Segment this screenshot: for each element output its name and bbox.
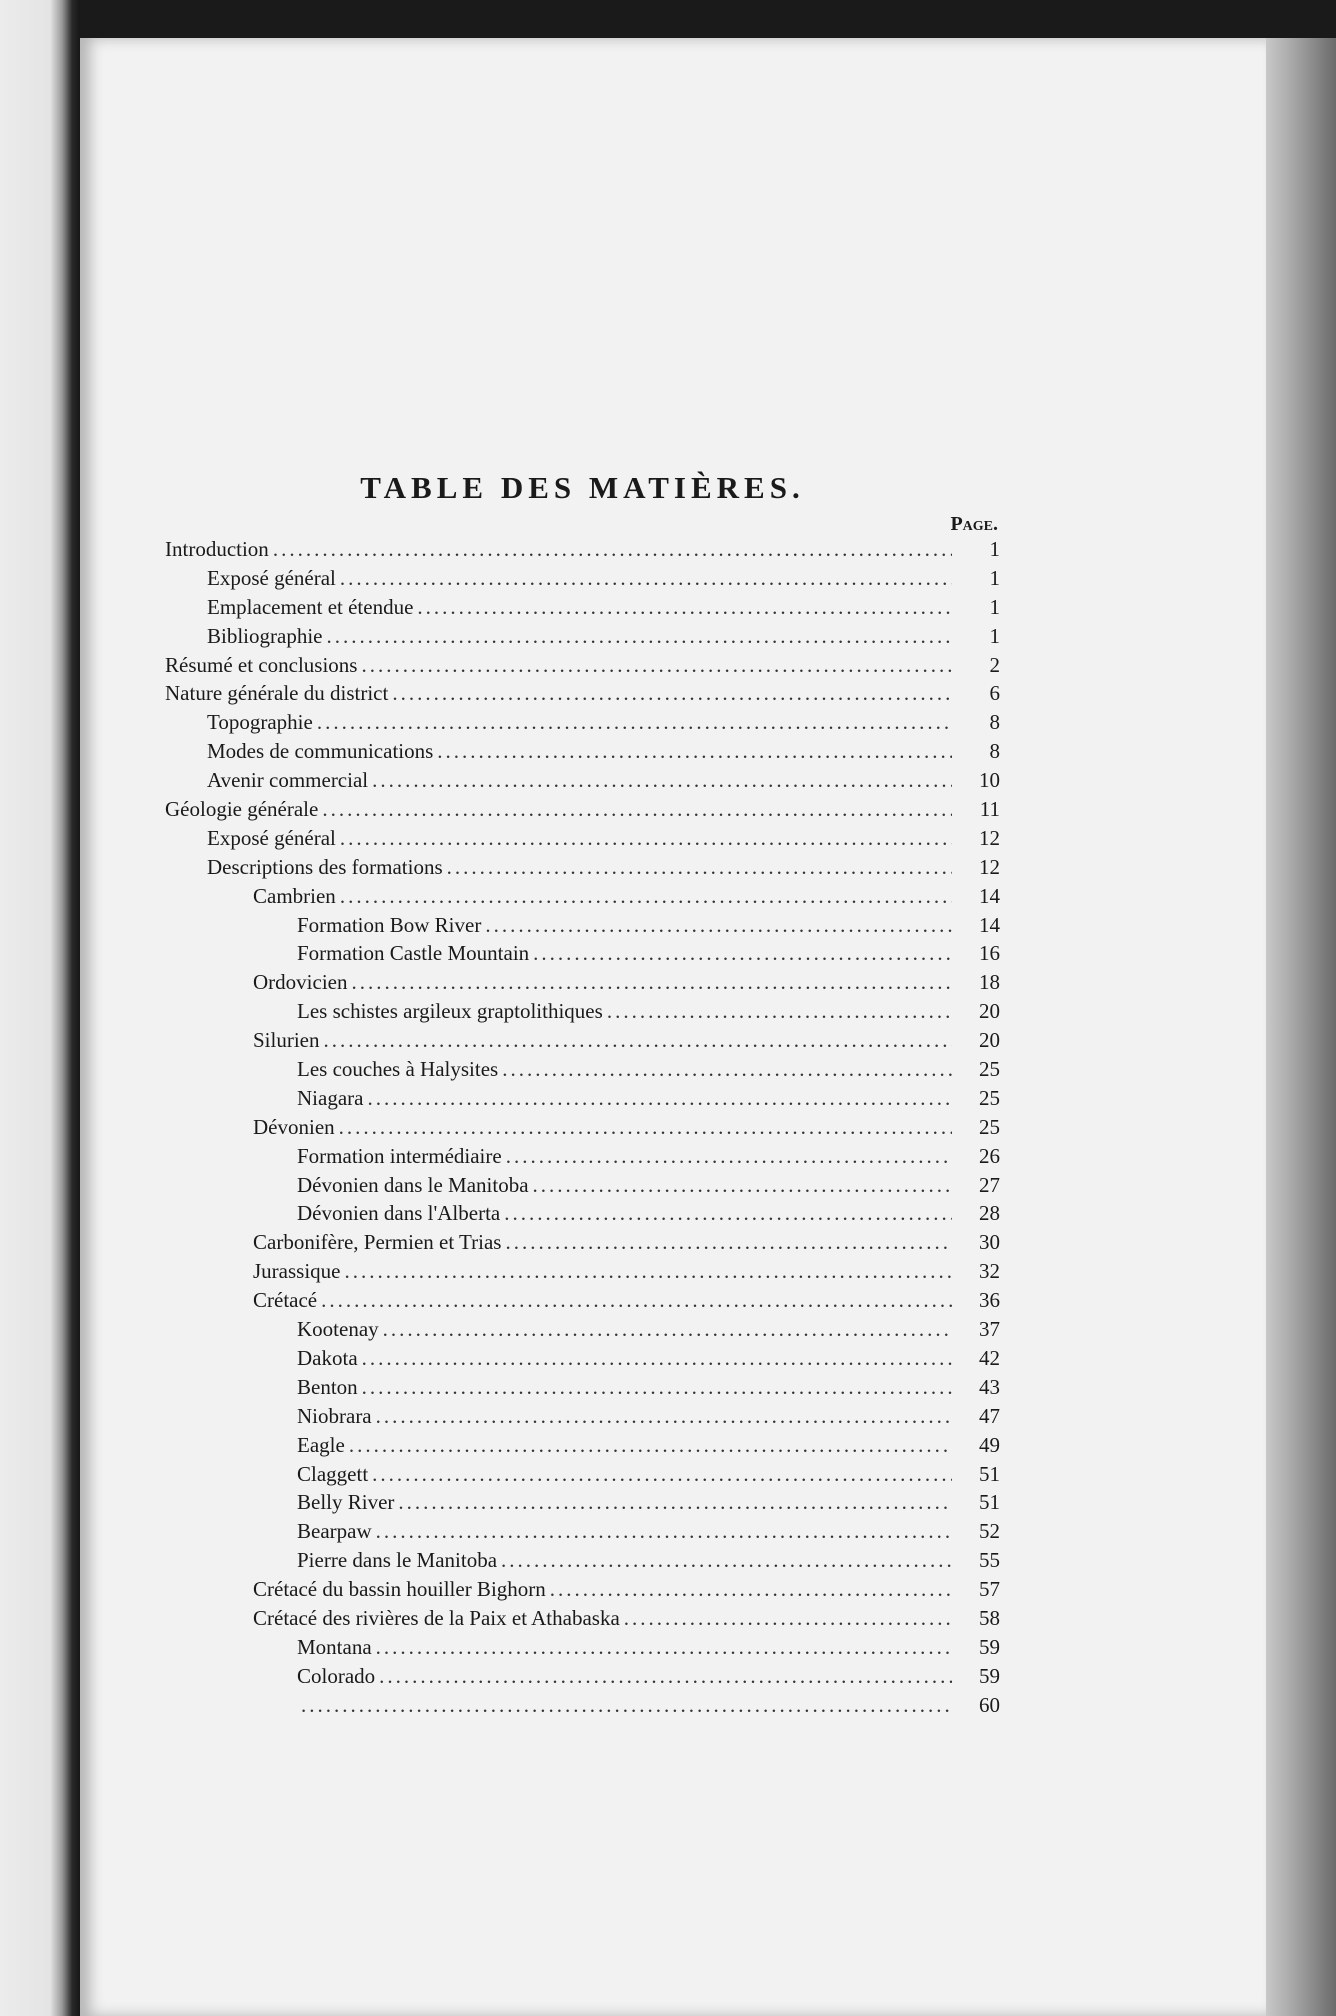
toc-entry-page: 51 xyxy=(979,1490,1000,1515)
toc-leader-dots xyxy=(447,855,952,880)
toc-entry xyxy=(165,1490,1000,1519)
toc-entry xyxy=(165,1404,1000,1433)
toc-entry xyxy=(165,884,1000,913)
toc-entry-page: 27 xyxy=(979,1172,1000,1197)
toc-entry-label: Formation Castle Mountain xyxy=(297,941,530,966)
toc-entry-label: Crétacé des rivières de la Paix et Athabaska xyxy=(253,1605,620,1630)
toc-entry-page: 2 xyxy=(989,652,1000,677)
toc-entry-page: 14 xyxy=(979,883,1000,908)
toc-entry-label: Crétacé xyxy=(253,1288,318,1313)
toc-leader-dots xyxy=(550,1577,952,1602)
toc-entry xyxy=(165,1317,1000,1346)
toc-leader-dots xyxy=(340,566,952,591)
toc-list xyxy=(165,537,1000,1722)
toc-entry-page: 11 xyxy=(979,797,1000,822)
toc-entry xyxy=(165,681,1000,710)
toc-title: TABLE DES MATIÈRES. xyxy=(360,470,805,505)
toc-entry xyxy=(165,941,1000,970)
toc-leader-dots xyxy=(501,1548,952,1573)
toc-leader-dots xyxy=(367,1086,952,1111)
toc-entry-label: Carbonifère, Permien et Trias xyxy=(253,1230,502,1255)
toc-entry xyxy=(165,970,1000,999)
toc-leader-dots xyxy=(322,797,952,822)
toc-leader-dots xyxy=(324,1028,953,1053)
toc-entry-label: Introduction xyxy=(165,537,269,561)
toc-entry-label: Claggett xyxy=(297,1461,369,1486)
toc-entry xyxy=(165,710,1000,739)
toc-entry-page: 60 xyxy=(979,1692,1000,1717)
toc-entry-page: 55 xyxy=(979,1548,1000,1573)
toc-leader-dots xyxy=(362,1375,952,1400)
toc-entry-page: 49 xyxy=(979,1432,1000,1457)
toc-entry xyxy=(165,1606,1000,1635)
toc-entry-page: 8 xyxy=(989,739,1000,764)
table-of-contents xyxy=(165,465,1000,1722)
toc-leader-dots xyxy=(376,1404,952,1429)
toc-entry-page: 1 xyxy=(989,623,1000,648)
toc-entry xyxy=(165,595,1000,624)
toc-leader-dots xyxy=(504,1201,952,1226)
toc-entry-label: Silurien xyxy=(253,1028,320,1053)
toc-entry-label: Avenir commercial xyxy=(207,768,369,793)
toc-entry xyxy=(165,768,1000,797)
toc-entry-label: Crétacé du bassin houiller Bighorn xyxy=(253,1577,546,1602)
toc-entry xyxy=(165,1086,1000,1115)
toc-entry-label: Niobrara xyxy=(297,1403,372,1428)
toc-entry-label: Bibliographie xyxy=(207,623,323,648)
toc-entry-label: Belly River xyxy=(297,1490,395,1515)
toc-leader-dots xyxy=(372,1462,952,1487)
toc-entry-page: 14 xyxy=(979,912,1000,937)
toc-entry xyxy=(165,826,1000,855)
toc-entry-page: 37 xyxy=(979,1317,1000,1342)
toc-leader-dots xyxy=(505,1230,952,1255)
toc-entry-label: Dakota xyxy=(297,1345,358,1370)
toc-entry-page: 26 xyxy=(979,1143,1000,1168)
toc-entry xyxy=(165,1115,1000,1144)
toc-entry-page: 43 xyxy=(979,1374,1000,1399)
toc-entry-page: 6 xyxy=(989,681,1000,706)
toc-leader-dots xyxy=(372,768,952,793)
toc-entry-page: 25 xyxy=(979,1085,1000,1110)
toc-leader-dots xyxy=(607,999,952,1024)
book-right-edge xyxy=(1266,38,1336,2016)
toc-leader-dots xyxy=(339,1115,952,1140)
toc-entry xyxy=(165,1201,1000,1230)
toc-entry-label: Descriptions des formations xyxy=(207,854,443,879)
toc-entry-page: 25 xyxy=(979,1057,1000,1082)
toc-entry-label: Jurassique xyxy=(253,1259,341,1284)
toc-entry-label: Dévonien dans l'Alberta xyxy=(297,1201,501,1226)
toc-entry-label: Dévonien dans le Manitoba xyxy=(297,1172,529,1197)
toc-entry xyxy=(165,566,1000,595)
toc-entry-label: Niagara xyxy=(297,1085,364,1110)
toc-entry-page: 18 xyxy=(979,970,1000,995)
toc-entry-page: 20 xyxy=(979,1028,1000,1053)
toc-leader-dots xyxy=(383,1317,952,1342)
toc-entry xyxy=(165,999,1000,1028)
toc-leader-dots xyxy=(340,884,952,909)
toc-leader-dots xyxy=(398,1490,952,1515)
toc-entry-page: 32 xyxy=(979,1259,1000,1284)
toc-leader-dots xyxy=(345,1259,953,1284)
toc-leader-dots xyxy=(417,595,952,620)
toc-entry-label: Eagle xyxy=(297,1432,345,1457)
toc-entry xyxy=(165,1519,1000,1548)
toc-entry-label: Bearpaw xyxy=(297,1519,372,1544)
toc-entry-page: 57 xyxy=(979,1577,1000,1602)
toc-entry-page: 36 xyxy=(979,1288,1000,1313)
page-column-header: Page. xyxy=(950,513,998,535)
toc-entry-label: Exposé général xyxy=(207,825,336,850)
toc-leader-dots xyxy=(624,1606,952,1631)
toc-entry xyxy=(165,1288,1000,1317)
toc-entry-page: 30 xyxy=(979,1230,1000,1255)
toc-leader-dots xyxy=(361,653,952,678)
toc-entry-page: 42 xyxy=(979,1345,1000,1370)
toc-entry-label: Exposé général xyxy=(207,565,336,590)
toc-entry-label: Topographie xyxy=(207,710,313,735)
toc-entry-page: 51 xyxy=(979,1461,1000,1486)
toc-entry-page: 20 xyxy=(979,999,1000,1024)
toc-entry-page: 1 xyxy=(989,594,1000,619)
toc-entry-page: 12 xyxy=(979,854,1000,879)
toc-leader-dots xyxy=(506,1144,952,1169)
toc-leader-dots xyxy=(437,739,952,764)
toc-leader-dots xyxy=(502,1057,952,1082)
toc-entry-page: 59 xyxy=(979,1634,1000,1659)
toc-entry-page: 8 xyxy=(989,710,1000,735)
toc-leader-dots xyxy=(392,681,952,706)
toc-entry xyxy=(165,1375,1000,1404)
toc-entry-label: Résumé et conclusions xyxy=(165,652,358,677)
toc-leader-dots xyxy=(349,1433,952,1458)
toc-entry-label: Nature générale du district xyxy=(165,681,389,706)
toc-entry xyxy=(165,1346,1000,1375)
toc-entry-label: Montana xyxy=(297,1634,372,1659)
toc-entry xyxy=(165,1057,1000,1086)
toc-entry-label: Emplacement et étendue xyxy=(207,594,414,619)
toc-entry xyxy=(165,1635,1000,1664)
toc-leader-dots xyxy=(273,537,952,562)
toc-entry xyxy=(165,855,1000,884)
toc-entry-page: 1 xyxy=(989,565,1000,590)
toc-leader-dots xyxy=(317,710,952,735)
toc-entry xyxy=(165,1259,1000,1288)
toc-entry xyxy=(165,1664,1000,1693)
toc-entry xyxy=(165,1462,1000,1491)
toc-entry xyxy=(165,1693,1000,1722)
toc-entry xyxy=(165,624,1000,653)
toc-entry-page: 52 xyxy=(979,1519,1000,1544)
toc-entry xyxy=(165,1577,1000,1606)
toc-entry-page: 10 xyxy=(979,768,1000,793)
toc-entry-page: 47 xyxy=(979,1403,1000,1428)
toc-entry xyxy=(165,797,1000,826)
toc-entry-label: Benton xyxy=(297,1374,358,1399)
toc-leader-dots xyxy=(376,1635,952,1660)
toc-entry-page: 28 xyxy=(979,1201,1000,1226)
toc-entry-label: Cambrien xyxy=(253,883,336,908)
toc-entry xyxy=(165,739,1000,768)
toc-entry xyxy=(165,1144,1000,1173)
toc-entry xyxy=(165,1548,1000,1577)
toc-entry xyxy=(165,1028,1000,1057)
toc-entry-label: Pierre dans le Manitoba xyxy=(297,1548,498,1573)
toc-leader-dots xyxy=(301,1693,952,1718)
toc-leader-dots xyxy=(340,826,952,851)
toc-entry-label: Dévonien xyxy=(253,1114,335,1139)
toc-entry xyxy=(165,913,1000,942)
toc-entry-page: 58 xyxy=(979,1605,1000,1630)
toc-leader-dots xyxy=(362,1346,952,1371)
toc-entry-page: 12 xyxy=(979,825,1000,850)
toc-entry-page: 1 xyxy=(989,537,1000,561)
toc-leader-dots xyxy=(533,941,952,966)
toc-entry-page: 25 xyxy=(979,1114,1000,1139)
book-left-edge xyxy=(0,0,80,2016)
toc-entry-label: Géologie générale xyxy=(165,797,319,822)
toc-entry-label: Modes de communications xyxy=(207,739,434,764)
toc-entry-label: Ordovicien xyxy=(253,970,348,995)
toc-leader-dots xyxy=(321,1288,952,1313)
toc-entry-label: Formation Bow River xyxy=(297,912,482,937)
toc-entry-page: 59 xyxy=(979,1663,1000,1688)
toc-leader-dots xyxy=(376,1519,952,1544)
toc-leader-dots xyxy=(533,1173,952,1198)
toc-entry xyxy=(165,1173,1000,1202)
toc-entry xyxy=(165,537,1000,566)
toc-leader-dots xyxy=(326,624,952,649)
toc-leader-dots xyxy=(485,913,952,938)
toc-leader-dots xyxy=(351,970,952,995)
toc-entry xyxy=(165,653,1000,682)
toc-entry-label: Les schistes argileux graptolithiques xyxy=(297,999,603,1024)
toc-entry-label: Kootenay xyxy=(297,1317,379,1342)
toc-entry xyxy=(165,1433,1000,1462)
toc-entry-label: Les couches à Halysites xyxy=(297,1057,499,1082)
toc-entry-page: 16 xyxy=(979,941,1000,966)
toc-entry xyxy=(165,1230,1000,1259)
toc-leader-dots xyxy=(379,1664,952,1689)
toc-entry-label: Formation intermédiaire xyxy=(297,1143,502,1168)
toc-entry-label: Colorado xyxy=(297,1663,376,1688)
